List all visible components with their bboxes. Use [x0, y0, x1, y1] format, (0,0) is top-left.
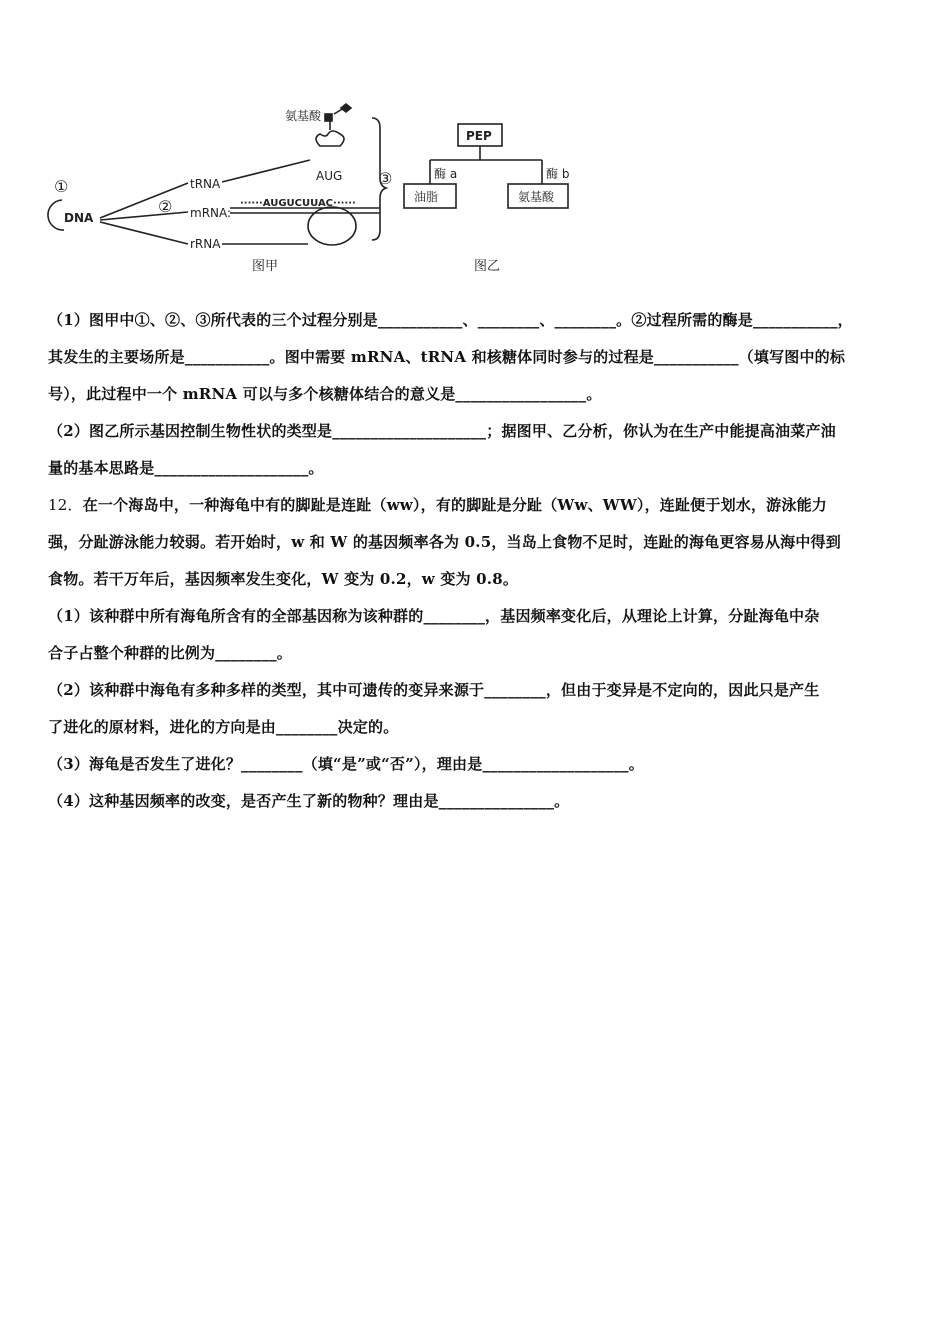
trna-label: tRNA — [190, 177, 221, 191]
q12-number: 12． — [48, 496, 83, 514]
dna-cycle-arrow — [48, 200, 64, 230]
question-text — [48, 302, 908, 820]
enzyme-b-label: 酶 b — [546, 167, 570, 181]
rrna-label: rRNA — [190, 237, 221, 251]
amino-acid-square — [325, 114, 332, 121]
figure-yi-caption: 图乙 — [474, 259, 501, 274]
amino-acid-label: 氨基酸 — [285, 109, 322, 123]
process-3-marker: ③ — [378, 169, 393, 188]
process-1-marker: ① — [54, 177, 69, 196]
q11-1-line-3: 号），此过程中一个 mRNA 可以与多个核糖体结合的意义是_________________。 — [48, 385, 602, 403]
process-2-marker: ② — [158, 197, 173, 216]
trna-to-aug-arrow — [222, 160, 310, 182]
oil-label: 油脂 — [414, 190, 439, 204]
q11-1-line-2: 其发生的主要场所是___________。图中需要 mRNA、tRNA 和核糖体同时参与的过程是___________（填写图中的标 — [48, 348, 846, 366]
q12-1-line-2: 合子占整个种群的比例为________。 — [48, 644, 293, 662]
q11-1-line-1: （1）图甲中①、②、③所代表的三个过程分别是___________、________、________。②过程所需的酶是___________， — [48, 311, 853, 329]
q12-line-1 — [48, 487, 908, 524]
aug-label: AUG — [316, 169, 343, 183]
pep-label: PEP — [466, 129, 492, 143]
enzyme-a-label: 酶 a — [434, 167, 458, 181]
amino-acid-product-label: 氨基酸 — [518, 190, 555, 204]
amino-acid-diamond — [341, 104, 351, 112]
figure-svg — [40, 100, 600, 280]
q12-4-line: （4）这种基因频率的改变，是否产生了新的物种？理由是_______________。 — [48, 792, 570, 810]
trna-shape — [316, 131, 344, 146]
q12-line-3: 食物。若干万年后，基因频率发生变化，W 变为 0.2，w 变为 0.8。 — [48, 570, 519, 588]
q12-3-line: （3）海龟是否发生了进化？________（填“是”或“否”），理由是___________________。 — [48, 755, 644, 773]
q12-2-line-1: （2）该种群中海龟有多种多样的类型，其中可遗传的变异来源于________，但由于变异是不定向的，因此只是产生 — [48, 681, 820, 699]
figure-area — [40, 100, 600, 280]
q12-line-1-text: 在一个海岛中，一种海龟中有的脚趾是连趾（ww），有的脚趾是分趾（Ww、WW），连趾便于划水，游泳能力 — [82, 496, 827, 514]
mrna-sequence: ······AUGUCUUAC······ — [240, 198, 356, 209]
figure-jia-caption: 图甲 — [252, 259, 279, 274]
mrna-label: mRNA: — [190, 206, 232, 220]
dna-label: DNA — [64, 211, 94, 225]
rrna-arrow — [100, 222, 188, 244]
q11-2-line-1: （2）图乙所示基因控制生物性状的类型是____________________；据图甲、乙分析，你认为在生产中能提高油菜产油 — [48, 422, 836, 440]
q12-line-2: 强，分趾游泳能力较弱。若开始时，w 和 W 的基因频率各为 0.5，当岛上食物不足时，连趾的海龟更容易从海中得到 — [48, 533, 841, 551]
q11-2-line-2: 量的基本思路是____________________。 — [48, 459, 324, 477]
q12-1-line-1: （1）该种群中所有海龟所含有的全部基因称为该种群的________，基因频率变化后，从理论上计算，分趾海龟中杂 — [48, 607, 820, 625]
q12-2-line-2: 了进化的原材料，进化的方向是由________决定的。 — [48, 718, 399, 736]
